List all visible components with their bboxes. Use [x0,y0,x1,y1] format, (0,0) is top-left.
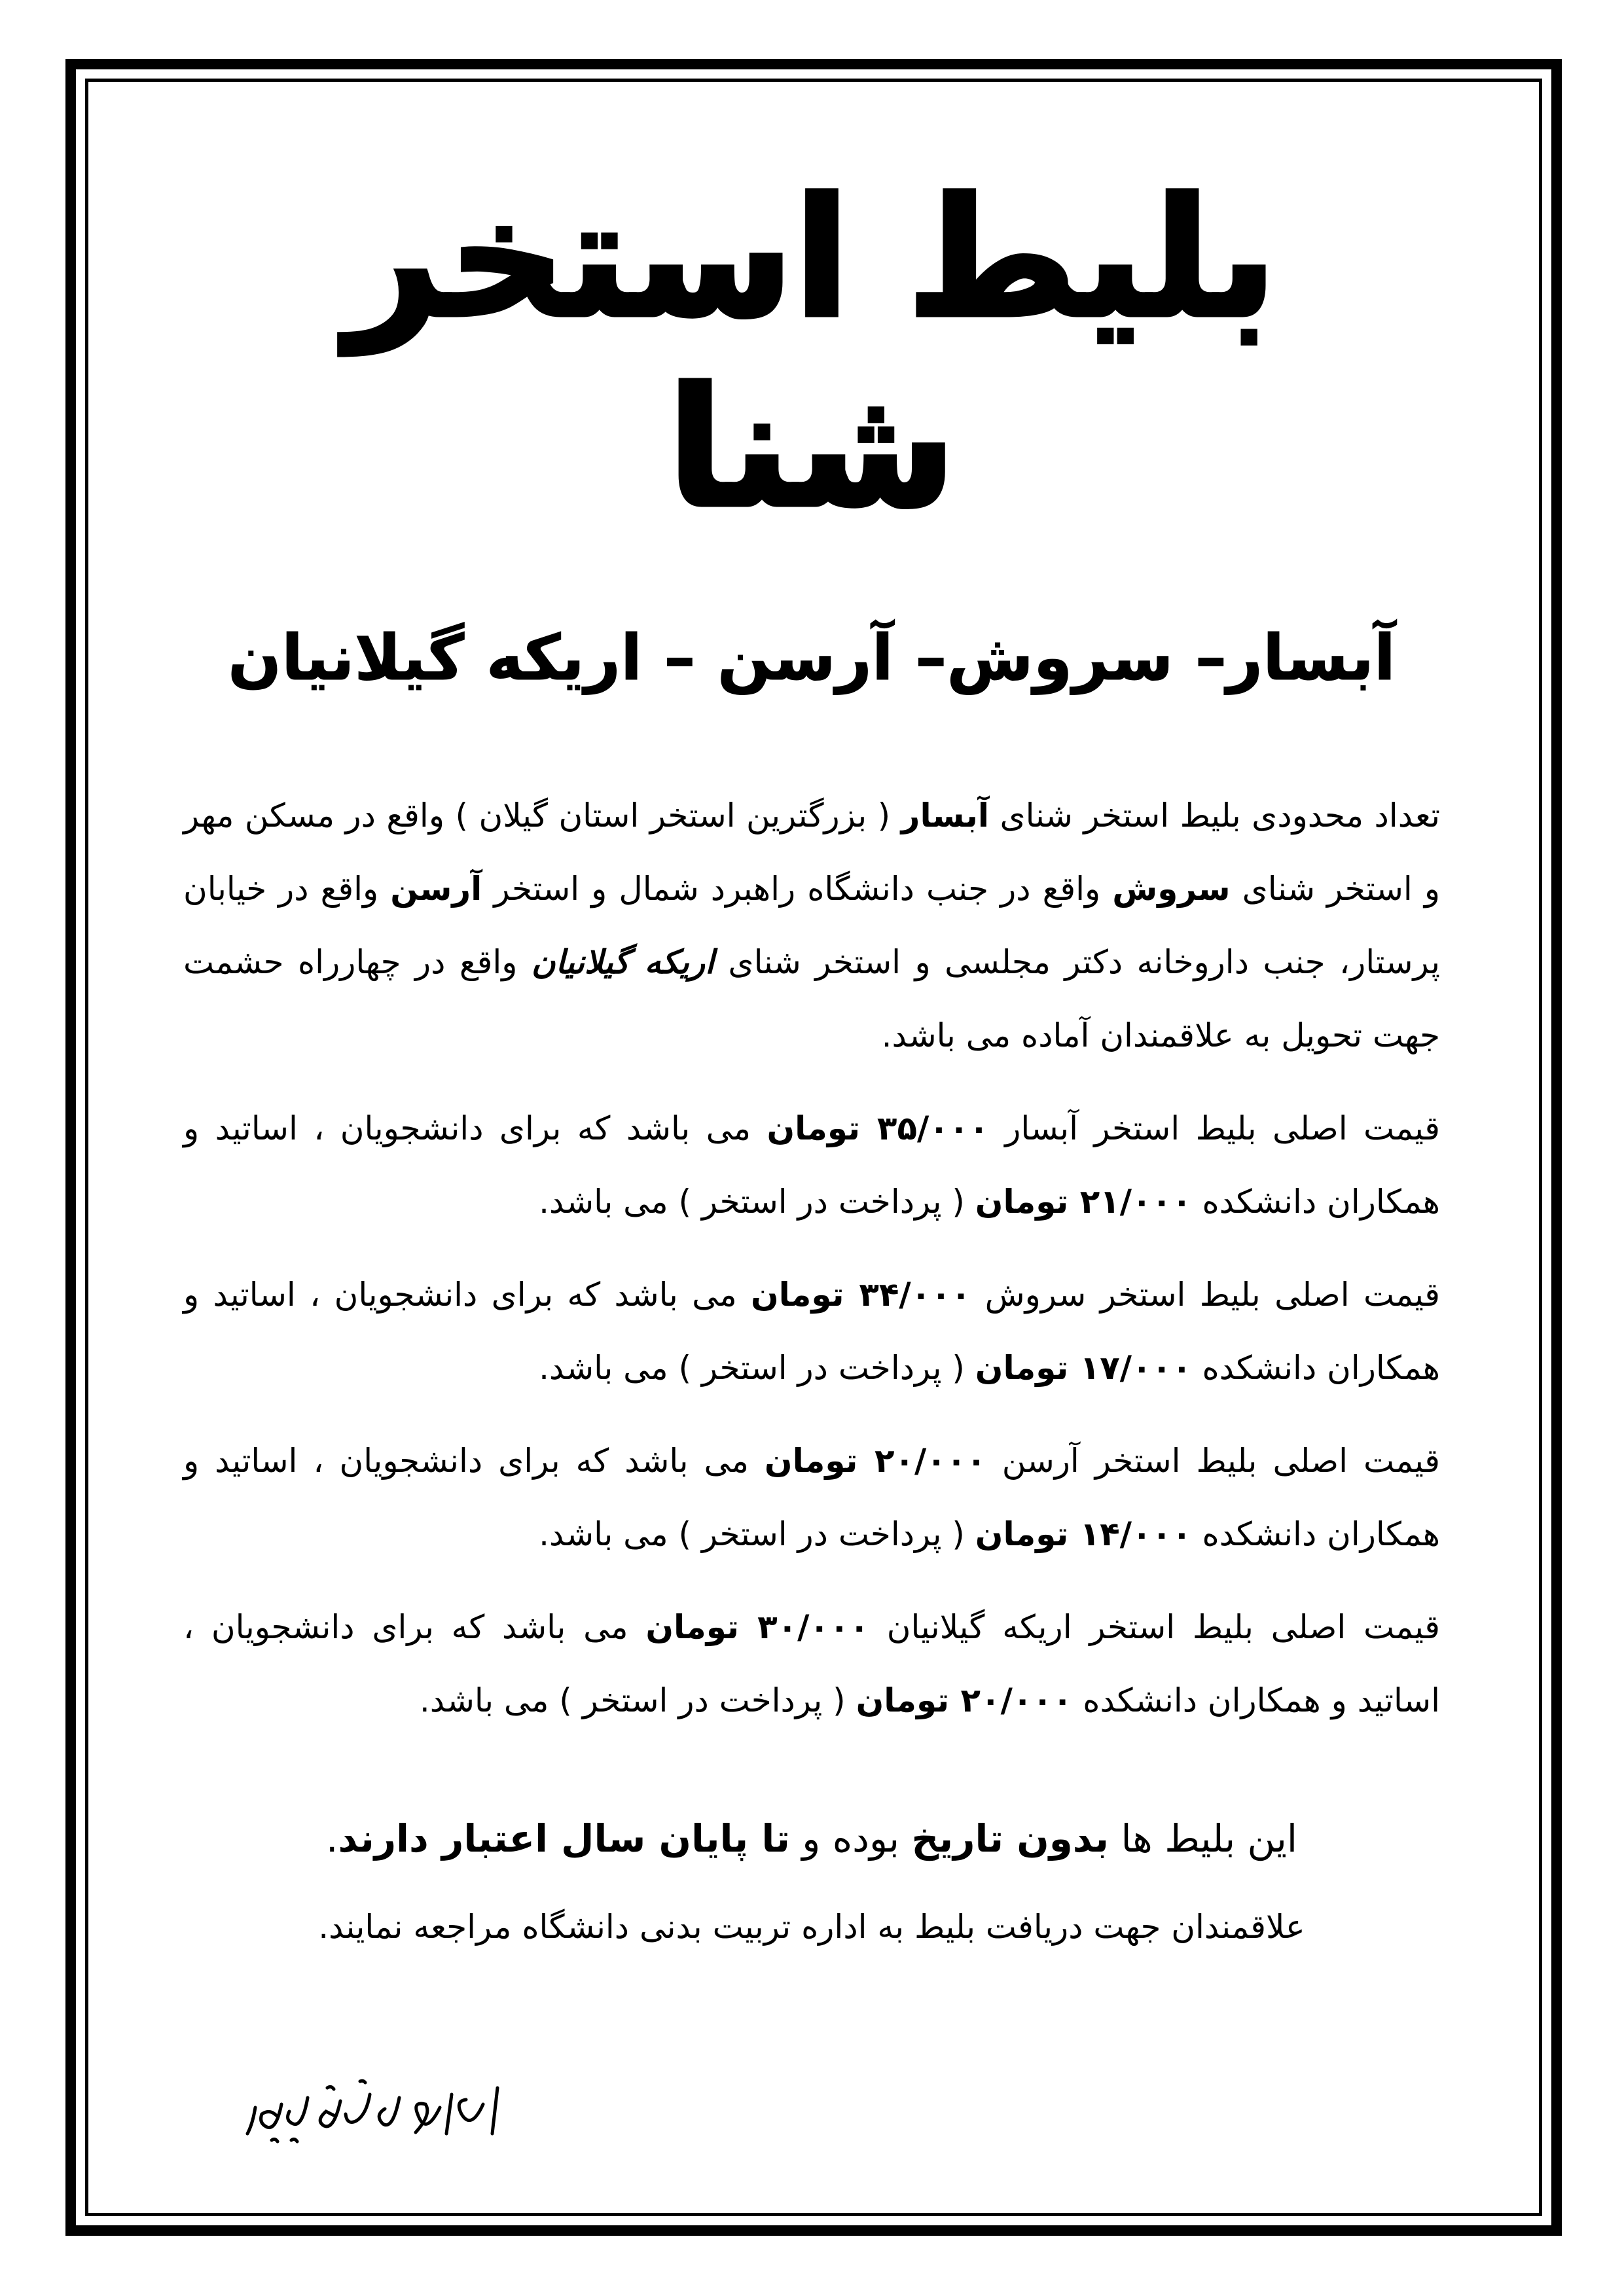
contact-note: علاقمندان جهت دریافت بلیط به اداره تربیت بدنی دانشگاه مراجعه نمایند. [318,1908,1305,1946]
discounted-price: ۱۷/۰۰۰ تومان [975,1349,1192,1387]
price-paragraph-arsen: قیمت اصلی بلیط استخر آرسن ۲۰/۰۰۰ تومان می باشد که برای دانشجویان ، اساتید و همکاران دانشکده ۱۴/۰۰۰ تومان ( پرداخت در استخر ) می باشد. [183,1442,1440,1553]
original-price: ۳۴/۰۰۰ تومان [750,1276,971,1314]
pool-name-arsen: آرسن [390,870,482,908]
price-paragraph-absar: قیمت اصلی بلیط استخر آبسار ۳۵/۰۰۰ تومان می باشد که برای دانشجویان ، اساتید و همکاران دانشکده ۲۱/۰۰۰ تومان ( پرداخت در استخر ) می باشد. [183,1109,1440,1221]
original-price: ۳۵/۰۰۰ تومان [767,1109,989,1147]
discounted-price: ۲۱/۰۰۰ تومان [975,1183,1192,1221]
pool-name-arikeh: اریکه گیلانیان [531,943,714,981]
discounted-price: ۲۰/۰۰۰ تومان [856,1681,1073,1719]
validity-note: این بلیط ها بدون تاریخ بوده و تا پایان سال اعتبار دارند. [326,1816,1297,1861]
announcement-content [183,164,1440,1960]
signature-drawing [236,2068,511,2153]
price-paragraph-soroush: قیمت اصلی بلیط استخر سروش ۳۴/۰۰۰ تومان می باشد که برای دانشجویان ، اساتید و همکاران دانشکده ۱۷/۰۰۰ تومان ( پرداخت در استخر ) می باشد. [183,1276,1441,1387]
pool-names-subtitle: آبسار– سروش– آرسن – اریکه گیلانیان [228,621,1396,694]
discounted-price: ۱۴/۰۰۰ تومان [975,1515,1192,1553]
original-price: ۲۰/۰۰۰ تومان [764,1442,986,1480]
original-price: ۳۰/۰۰۰ تومان [645,1608,869,1646]
handwritten-signature [236,2068,511,2153]
intro-paragraph: تعداد محدودی بلیط استخر شنای آبسار ( بزرگترین استخر استان گیلان ) واقع در مسکن مهر و استخر شنای سروش واقع در جنب دانشگاه راهبرد شمال و استخر آرسن واقع در خیابان پرستار، جنب داروخانه دکتر مجلسی و استخر شنای اریکه گیلانیان واقع در چهارراه حشمت جهت تحویل به علاقمندان آماده می باشد. [183,797,1440,1054]
page-title: بلیط استخر شنا [346,163,1277,543]
pool-name-absar: آبسار [901,797,990,834]
pool-name-soroush: سروش [1112,870,1231,908]
price-paragraph-arikeh: قیمت اصلی بلیط استخر اریکه گیلانیان ۳۰/۰۰۰ تومان می باشد که برای دانشجویان ، اساتید و همکاران دانشکده ۲۰/۰۰۰ تومان ( پرداخت در استخر ) می باشد. [183,1608,1441,1719]
